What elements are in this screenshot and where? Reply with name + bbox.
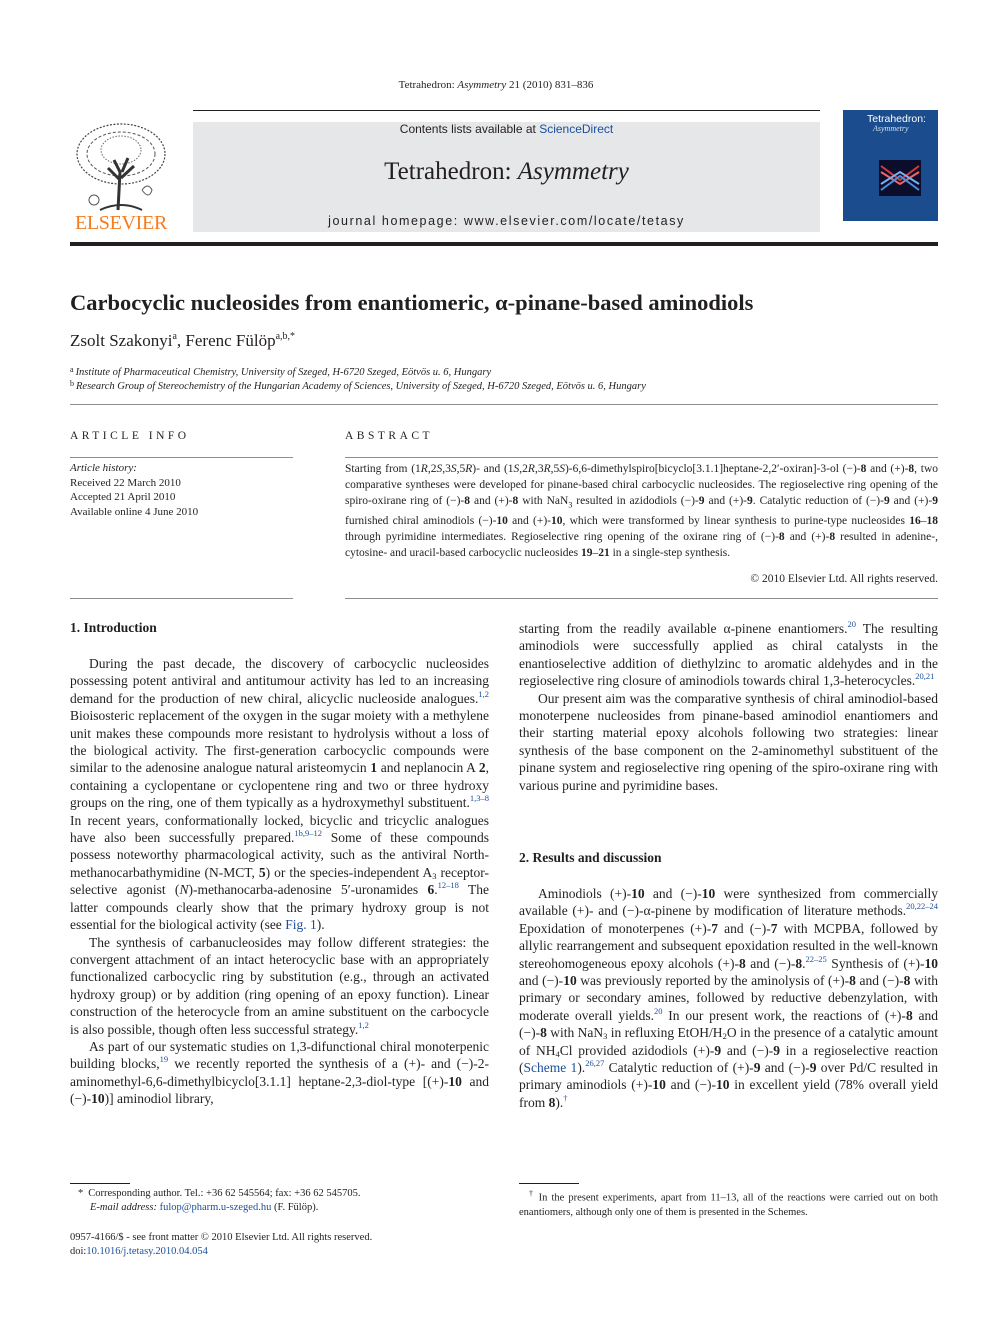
abstract-rule xyxy=(345,457,938,458)
article-history: Article history: Received 22 March 2010 Accepted 21 April 2010 Available online 4 June 2010 xyxy=(70,462,199,518)
cover-subtitle: Asymmetry xyxy=(873,124,909,133)
dagger-footnote: † In the present experiments, apart from 11–13, all of the reactions were carried out on both enantiomers, although only one of them is presented in the Schemes. xyxy=(519,1189,939,1218)
corresponding-author-footnote: * Corresponding author. Tel.: +36 62 545564; fax: +36 62 545705. E-mail address: fulop@pharm.u-szeged.hu (F. Fülöp). xyxy=(78,1188,361,1213)
footnote-rule-left xyxy=(70,1183,130,1184)
elsevier-wordmark: ELSEVIER xyxy=(74,212,168,234)
email-link[interactable]: fulop@pharm.u-szeged.hu xyxy=(159,1202,272,1213)
results-text: Aminodiols (+)-10 and (−)-10 were synthesized from commercially available (+)- and (−)-α-pinene by modification of literature methods.$^{20,22-24}$ Epoxidation of monoterpenes (+)-7 and (−)-7 with MCPBA, followed by allylic rearrangement and subsequent epoxidation resulted in the well-known stereohomogeneous epoxy alcohols (+)-8 and (−)-8.$^{22-25}$ Synthesis of (+)-10 and (−)-10 was previously reported by the aminolysis of (+)-8 and (−)-8 with primary or secondary amines, followed by reductive debenzylation, with moderate overall yields.$^{20}$ In our present work, the reactions of (+)-8 and (−)-8 with NaN$_3$ in refluxing EtOH/$H_2O$ in the presence of a catalytic amount of $NH_4Cl$ provided azidodiols (+)-9 and (−)-9 in a regioselective reaction (Scheme 1).$^{26,27}$ Catalytic reduction of (+)-9 and (−)-9 over Pd/C resulted in primary aminodiols (+)-10 and (−)-10 in excellent yield (78% overall yield from 8).† xyxy=(519,886,939,1110)
article-info-rule xyxy=(70,457,293,458)
abstract-heading: ABSTRACT xyxy=(345,430,434,442)
contents-line: Contents lists available at ScienceDirect xyxy=(399,122,614,136)
running-head: Tetrahedron: Asymmetry 21 (2010) 831–836 xyxy=(398,79,594,91)
article-info-heading: ARTICLE INFO xyxy=(70,430,190,442)
abstract-text: Starting from (1R,2S,3S,5R)- and (1S,2R,3R,5S)-6,6-dimethylspiro[bicyclo[3.1.1]heptane-2,2′-oxiran]-3-ol (−)-8 and (+)-8, two comparative syntheses were developed for pinane-based chiral carbocyclic nucleosides. The regioselective ring opening of the spiro-oxirane ring of (−)-8 and (+)-8 with NaN$_3$ resulted in azidodiols (−)-9 and (+)-9. Catalytic reduction of (−)-9 and (+)-9 furnished chiral aminodiols (−)-10 and (+)-10, which were transformed by linear synthesis to purine-type nucleosides 16–18 through pyrimidine intermediates. Regioselective ring opening of the oxirane ring of (−)-8 and (+)-8 resulted in adenine-, cytosine- and uracil-based carbocyclic nucleosides 19–21 in a single-step synthesis. xyxy=(345,463,939,560)
abstract-bottom-rule xyxy=(345,598,938,599)
doi-link[interactable]: 10.1016/j.tetasy.2010.04.054 xyxy=(86,1246,208,1257)
article-info-bottom-rule xyxy=(70,598,293,599)
introduction-text-continued: starting from the readily available α-pinene enantiomers.$^{20}$ The resulting aminodiols were successfully applied as chiral catalysts in the enantioselective addition of diethylzinc to aromatic aldehydes and in the regioselective ring closure of aminodiols towards chiral 1,3-heterocycles.$^{20,21}$ Our present aim was the comparative synthesis of chiral aminodiol-based monoterpene nucleosides from pinane-based aminodiol enantiomers and their starting material epoxy alcohols following two strategies: linear synthesis of the base component on the 2-aminomethyl substituent of the pinane system and regioselective ring opening of the spiro-oxirane ring with various purine and pyrimidine bases. xyxy=(519,619,938,793)
issn-doi-block: 0957-4166/$ - see front matter © 2010 Elsevier Ltd. All rights reserved. doi:10.1016/j.tetasy.2010.04.054 xyxy=(70,1232,373,1257)
header-rule xyxy=(193,110,820,111)
affiliation-a: $^a$ Institute of Pharmaceutical Chemistry, University of Szeged, H-6720 Szeged, Eötvös u. 6, Hungary xyxy=(70,365,492,378)
affiliation-rule xyxy=(70,404,938,405)
affiliation-b: $^b$ Research Group of Stereochemistry of the Hungarian Academy of Sciences, University of Szeged, H-6720 Szeged, Eötvös u. 6, Hungary xyxy=(70,379,646,392)
footnote-rule-right xyxy=(519,1183,579,1184)
cover-title: Tetrahedron: xyxy=(867,113,926,125)
section-heading-results: 2. Results and discussion xyxy=(519,850,662,865)
sciencedirect-link[interactable]: ScienceDirect xyxy=(539,122,614,136)
author-list: Zsolt Szakonyi$^a$, Ferenc Fülöp$^{a,b,*}$ xyxy=(70,331,296,350)
section-heading-introduction: 1. Introduction xyxy=(70,620,157,635)
copyright-notice: © 2010 Elsevier Ltd. All rights reserved. xyxy=(750,573,938,585)
cover-footer xyxy=(843,221,938,233)
journal-banner xyxy=(193,122,820,232)
introduction-text: During the past decade, the discovery of carbocyclic nucleosides possessing potent antiviral and antitumour activity has led to an increasing demand for the production of new chiral, alicyclic nucleoside analogues.$^{1,2}$ Bioisosteric replacement of the oxygen in the sugar moiety with a methylene unit makes these compounds more resistant to hydrolysis without a loss of the biological activity. The first-generation carbocyclic compounds were similar to the adenosine analogue natural aristeomycin 1 and neplanocin A 2, containing a cyclopentane or cyclopentene ring and two or three hydroxy groups on the ring, one of them typically as a hydroxymethyl substituent.$^{1,3-8}$ In recent years, conformationally locked, bicyclic and tricyclic analogues have also been successfully prepared.$^{1b,9-12}$ Some of these compounds possess noteworthy pharmacological activity, such as the antiviral North-methanocarbathymidine (N-MCT, 5) or the species-independent $A_3$ receptor-selective agonist (N)-methanocarba-adenosine 5′-uronamides 6.$^{12-18}$ The latter compounds clearly show that the primary hydroxy group is not essential for the biological activity (see Fig. 1). The synthesis of carbanucleosides may follow different strategies: the convergent attachment of an intact heterocyclic base with an appropriately functionalized carbocyclic ring by substitution (e.g., through an activated hydroxy group) or by addition (ring opening of an epoxy function). Linear construction of the heterocycle from an amine substituent on the carbocycle is also possible, though often less successful strategy.$^{1,2}$ As part of our systematic studies on 1,3-difunctional chiral monoterpenic building blocks,$^{19}$ we recently reported the synthesis of a (+)- and (−)-2-aminomethyl-6,6-dimethylbicyclo[3.1.1] heptane-2,3-diol-type [(+)-10 and (−)-10)] aminodiol library, xyxy=(70,656,490,1107)
masthead-rule xyxy=(70,242,938,246)
journal-homepage[interactable]: journal homepage: www.elsevier.com/locate/tetasy xyxy=(328,214,685,228)
journal-title: Tetrahedron: Asymmetry xyxy=(384,158,629,185)
cover-artwork xyxy=(879,160,921,196)
article-title: Carbocyclic nucleosides from enantiomeric, α-pinane-based aminodiols xyxy=(70,290,754,315)
journal-cover-image xyxy=(843,110,938,233)
